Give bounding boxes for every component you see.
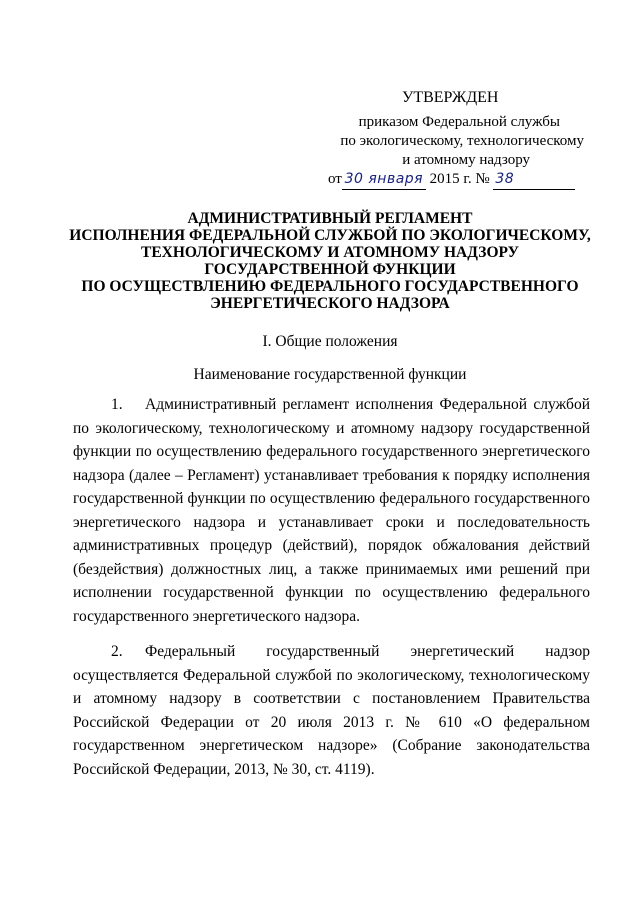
subheading: Наименование государственной функции <box>193 366 467 383</box>
title-line-6: ЭНЕРГЕТИЧЕСКОГО НАДЗОРА <box>210 295 450 312</box>
paragraph-number: 1. <box>111 396 123 413</box>
handwritten-date: 30 января <box>344 171 424 187</box>
title-line-5: ПО ОСУЩЕСТВЛЕНИЮ ФЕДЕРАЛЬНОГО ГОСУДАРСТВЕННОГО <box>81 278 579 295</box>
approval-block <box>318 88 588 190</box>
section-heading: I. Общие положения <box>262 333 398 350</box>
approval-line-3: и атомному надзору <box>402 152 530 168</box>
document-body <box>73 393 590 793</box>
handwritten-order-number: 38 <box>495 171 515 187</box>
order-number-field <box>493 170 575 190</box>
date-field <box>342 170 426 190</box>
title-line-1: АДМИНИСТРАТИВНЫЙ РЕГЛАМЕНТ <box>187 210 473 227</box>
date-prefix: от <box>328 171 342 187</box>
approval-date-line <box>318 170 588 190</box>
paragraph-text: Федеральный государственный энергетический надзор осуществляется Федеральной службой по экологическому, технологическому и атомному надзору в соответствии с постановлением Правительства Российской Федерации от 20 июля 2013 г. № 610 «О федеральном государственном энергетическом надзоре» (Собрание законодательства Российской Федерации, 2013, № 30, ст. 4119). <box>73 643 590 778</box>
document-title <box>40 210 620 312</box>
title-line-3: ТЕХНОЛОГИЧЕСКОМУ И АТОМНОМУ НАДЗОРУ <box>140 244 519 261</box>
approval-line-2: по экологическому, технологическому <box>340 133 584 149</box>
paragraph-number: 2. <box>111 643 123 660</box>
title-line-2: ИСПОЛНЕНИЯ ФЕДЕРАЛЬНОЙ СЛУЖБОЙ ПО ЭКОЛОГИЧЕСКОМУ, <box>69 227 591 244</box>
date-year: 2015 г. № <box>429 171 490 187</box>
paragraph <box>73 393 590 628</box>
paragraph <box>73 640 590 781</box>
approval-line-1: приказом Федеральной службы <box>358 114 560 130</box>
paragraph-text: Административный регламент исполнения Федеральной службой по экологическому, технологическому и атомному надзору государственной функции по осуществлению федерального государственного энергетического надзора (далее – Регламент) устанавливает требования к порядку исполнения государственной функции по осуществлению федерального государственного энергетического надзора и устанавливает сроки и последовательность административных процедур (действий), порядок обжалования действий (бездействия) должностных лиц, а также принимаемых ими решений при исполнении государственной функции по осуществлению федерального государственного энергетического надзора. <box>73 396 590 625</box>
approval-heading: УТВЕРЖДЕН <box>402 89 499 106</box>
title-line-4: ГОСУДАРСТВЕННОЙ ФУНКЦИИ <box>204 261 456 278</box>
